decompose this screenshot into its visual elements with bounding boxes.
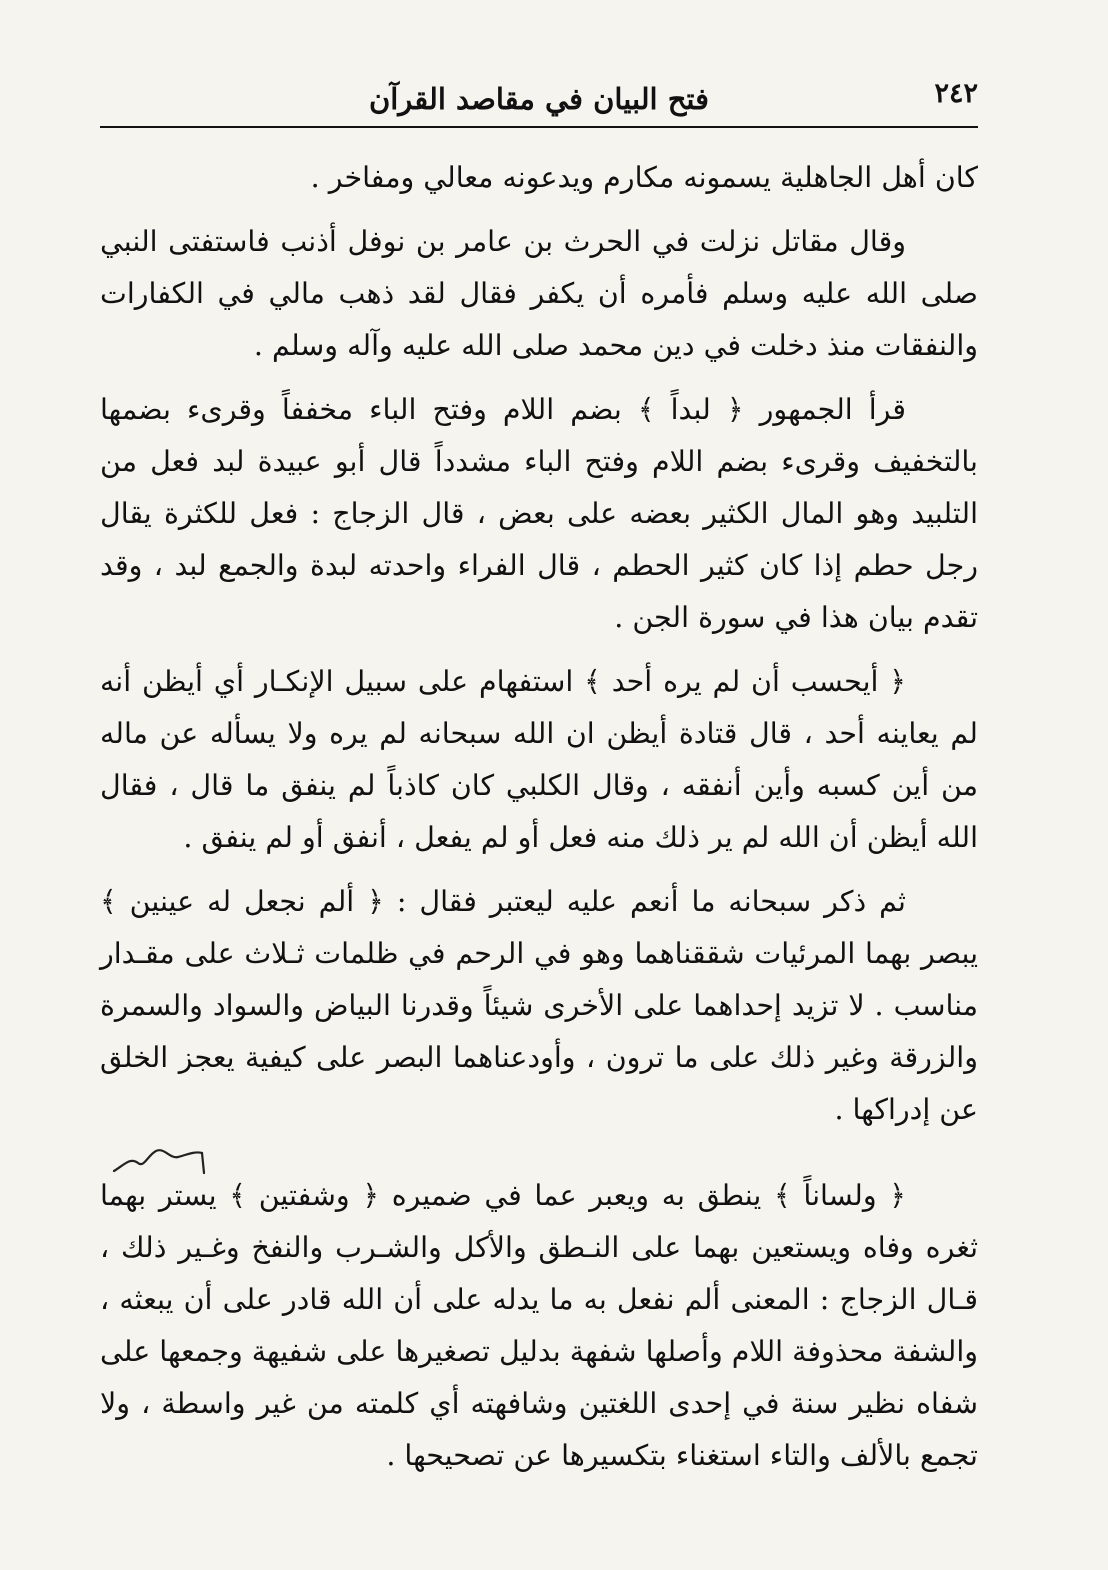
paragraph: وقال مقاتل نزلت في الحرث بن عامر بن نوفل أذنب فاستفتى النبي صلى الله عليه وسلم فأمره أن يكفر فقال لقد ذهب مالي في الكفارات والنفقات منذ دخلت في دين محمد صلى الله عليه وآله وسلم . — [100, 225, 978, 362]
paragraph: قرأ الجمهور ﴿ لبداً ﴾ بضم اللام وفتح الباء مخففاً وقرىء بضمها بالتخفيف وقرىء بضم اللام وفتح الباء مشدداً قال أبو عبيدة لبد فعل من التلبيد وهو المال الكثير بعضه على بعض ، قال الزجاج : فعل للكثرة يقال رجل حطم إذا كان كثير الحطم ، قال الفراء واحدته لبدة والجمع لبد ، وقد تقدم بيان هذا في سورة الجن . — [100, 393, 978, 634]
header-rule — [100, 126, 978, 128]
page-number: ٢٤٢ — [934, 78, 978, 109]
paragraph: كان أهل الجاهلية يسمونه مكارم ويدعونه معالي ومفاخر . — [310, 161, 978, 194]
paragraph: ﴿ ولساناً ﴾ ينطق به ويعبر عما في ضميره ﴿ وشفتين ﴾ يستر بهما ثغره وفاه ويستعين بهما على النـطق والأكل والشـرب والنفخ وغـير ذلك ، قـال الزجاج : المعنى ألم نفعل به ما يدله على أن الله قادر على أن يبعثه ، والشفة محذوفة اللام وأصلها شفهة بدليل تصغيرها على شفيهة وجمعها على شفاه نظير سنة في إحدى اللغتين وشافهته أي كلمته من غير واسطة ، ولا تجمع بالألف والتاء استغناء بتكسيرها عن تصحيحها . — [100, 1179, 978, 1472]
running-title: فتح البيان في مقاصد القرآن — [368, 82, 710, 116]
page-header — [100, 70, 978, 130]
paragraph: ﴿ أيحسب أن لم يره أحد ﴾ استفهام على سبيل الإنكـار أي أيظن أنه لم يعاينه أحد ، قال قتادة أيظن ان الله سبحانه لم يره ولا يسأله عن ماله من أين كسبه وأين أنفقه ، وقال الكلبي كان كاذباً لم ينفق ما قال ، فقال الله أيظن أن الله لم ير ذلك منه فعل أو لم يفعل ، أنفق أو لم ينفق . — [100, 665, 978, 854]
handwritten-mark-icon — [110, 1143, 210, 1183]
body-text — [100, 152, 978, 1482]
paragraph: ثم ذكر سبحانه ما أنعم عليه ليعتبر فقال : ﴿ ألم نجعل له عينين ﴾ يبصر بهما المرئيات شققناهما وهو في الرحم في ظلمات ثـلاث على مقـدار مناسب . لا تزيد إحداهما على الأخرى شيئاً وقدرنا البياض والسواد والسمرة والزرقة وغير ذلك على ما ترون ، وأودعناهما البصر على كيفية يعجز الخلق عن إدراكها . — [100, 885, 978, 1126]
